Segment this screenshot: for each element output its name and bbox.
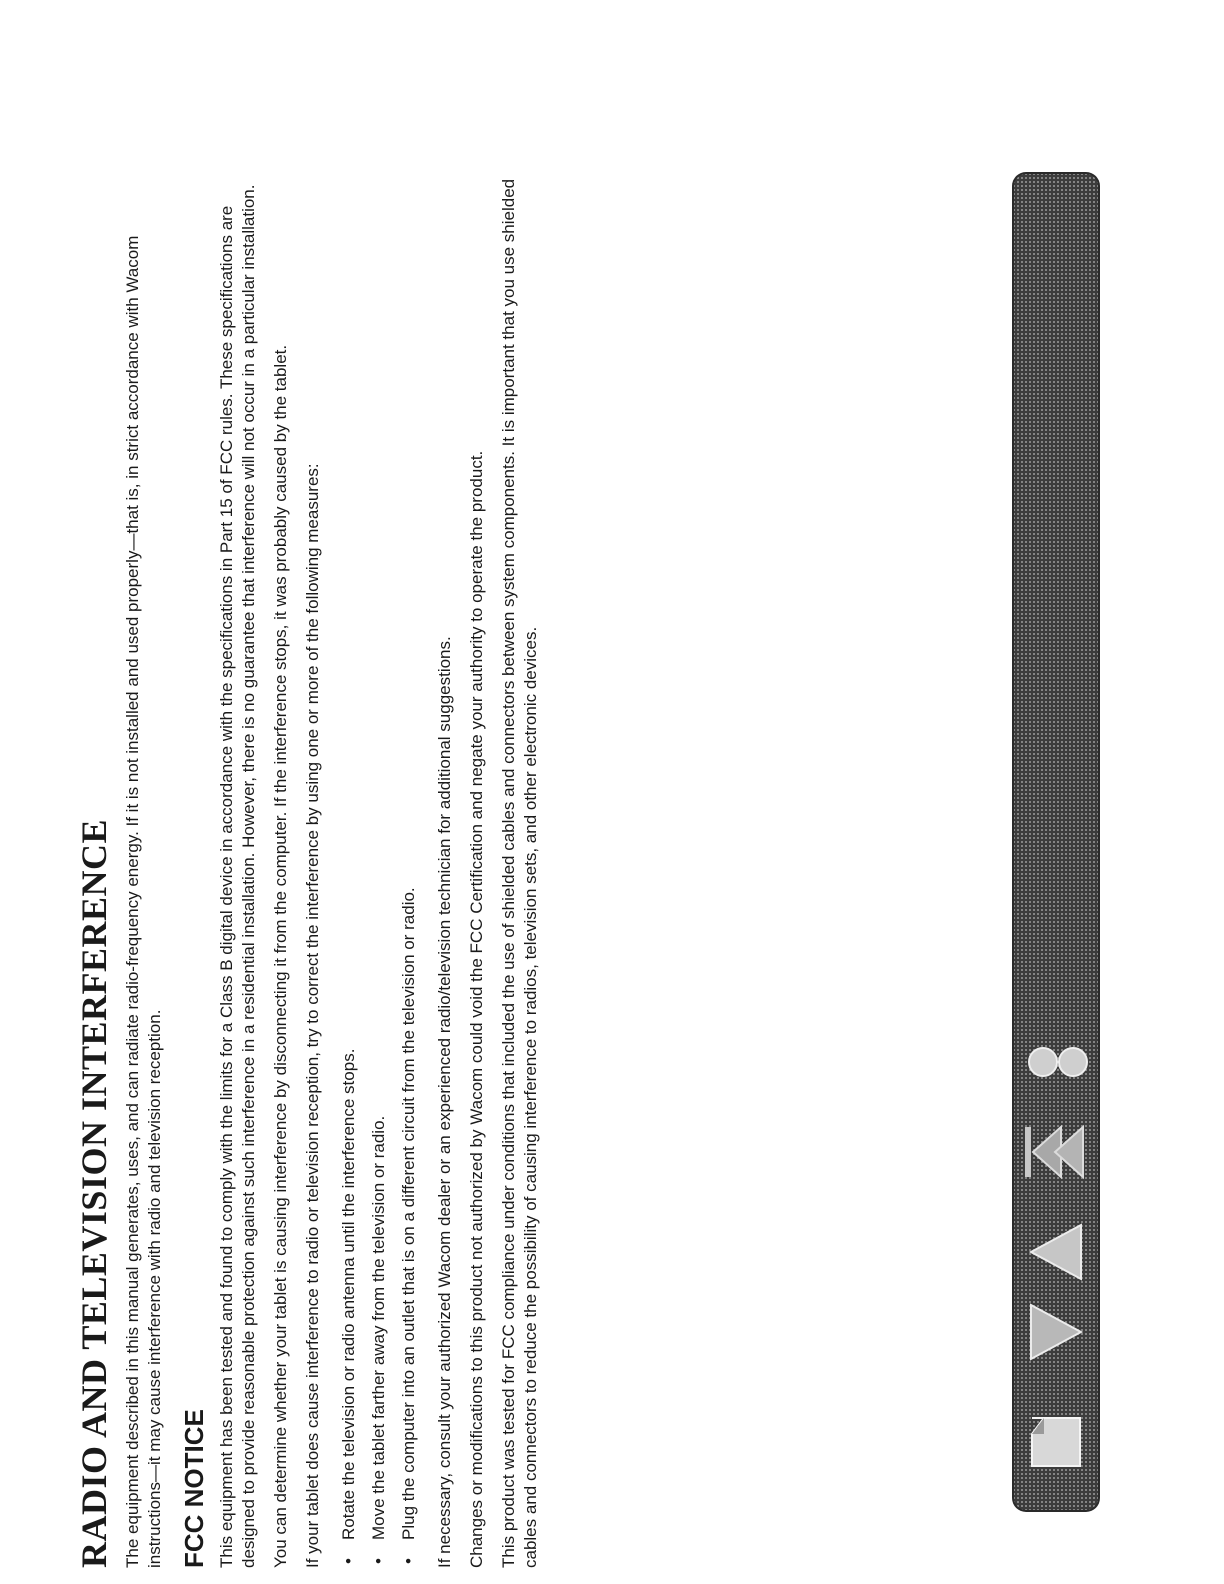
- home-button[interactable]: [1012, 1402, 1100, 1482]
- zoom-button[interactable]: [1012, 1022, 1100, 1102]
- measures-list: [334, 168, 424, 1568]
- determine-paragraph: You can determine whether your tablet is causing interference by disconnecting it from the computer. If the interference stops, it was probably caused by the tablet.: [271, 344, 290, 1568]
- next-page-button[interactable]: [1012, 1212, 1100, 1292]
- rotated-page: [72, 168, 772, 1568]
- fcc-heading: FCC NOTICE: [179, 1409, 209, 1568]
- list-item: • Plug the computer into an outlet that is on a different circuit from the television or radio.: [394, 168, 424, 1568]
- last-page-icon: [1021, 1117, 1091, 1187]
- home-icon: [1024, 1410, 1088, 1474]
- last-page-button[interactable]: [1012, 1112, 1100, 1192]
- previous-page-icon: [1021, 1297, 1091, 1367]
- previous-page-button[interactable]: [1012, 1292, 1100, 1372]
- list-item: • Rotate the television or radio antenna until the interference stops.: [334, 168, 364, 1568]
- page-title: RADIO AND TELEVISION INTERFERENCE: [74, 819, 114, 1568]
- zoom-icon: [1021, 1027, 1091, 1097]
- navigation-bar: [1012, 172, 1100, 1512]
- changes-paragraph: Changes or modifications to this product not authorized by Wacom could void the FCC Certification and negate your authority to operate the product.: [467, 450, 486, 1568]
- intro-paragraph: The equipment described in this manual generates, uses, and can radiate radio-frequency energy. If it is not installed and used properly—that is, in strict accordance with Wacom instructions—it may cause interference with radio and television reception.: [123, 235, 164, 1568]
- measures-paragraph: If your tablet does cause interference to radio or television reception, try to correct the interference by using one or more of the following measures:: [303, 463, 322, 1568]
- next-page-icon: [1021, 1217, 1091, 1287]
- fcc-paragraph: This equipment has been tested and found to comply with the limits for a Class B digital device in accordance with the specifications in Part 15 of FCC rules. These specifications are designed to provide reasonable protection against such interference in a residential installation. However, there is no guarantee that interference will not occur in a particular installation.: [217, 184, 258, 1568]
- tested-paragraph: This product was tested for FCC compliance under conditions that included the use of shielded cables and connectors between system components. It is important that you use shielded cables and connectors to reduce the possibility of causing interference to radios, television sets, and other electronic devices.: [499, 178, 540, 1568]
- list-item: • Move the tablet farther away from the television or radio.: [364, 168, 394, 1568]
- consult-paragraph: If necessary, consult your authorized Wacom dealer or an experienced radio/television technician for additional suggestions.: [435, 636, 454, 1568]
